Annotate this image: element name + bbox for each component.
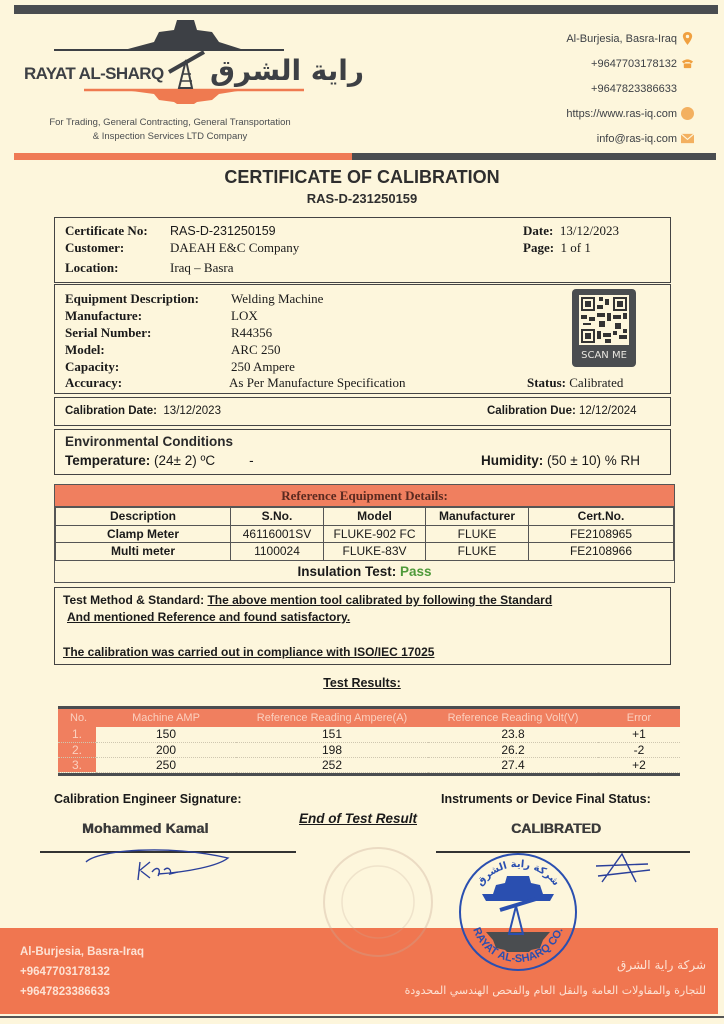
results-cell: -2 (598, 742, 680, 757)
reference-column-header: Model (324, 508, 426, 526)
status-label: Status: (527, 375, 567, 390)
engineer-signature-icon (78, 844, 238, 884)
status-row (527, 375, 623, 391)
certificate-no-label: Certificate No: (65, 223, 148, 238)
footer-phone-1: +9647703178132 (20, 966, 110, 978)
page-label: Page: (523, 240, 555, 255)
equipment-description-label: Equipment Description: (65, 291, 199, 306)
reference-cell: FLUKE-83V (324, 543, 426, 561)
reference-header-row (56, 508, 674, 526)
page-value: 1 of 1 (560, 240, 591, 255)
capacity-row (65, 359, 295, 375)
serial-value: R44356 (231, 325, 273, 340)
final-status-label: Instruments or Device Final Status: (441, 792, 651, 806)
contact-address (566, 26, 694, 51)
contact-address-text: Al-Burjesia, Basra-Iraq (566, 32, 677, 45)
method-text-2: And mentioned Reference and found satisfactory. (67, 610, 351, 624)
customer-value: DAEAH E&C Company (170, 240, 300, 255)
contact-website-text[interactable]: https://www.ras-iq.com (566, 107, 677, 120)
header-top-bar (14, 5, 718, 14)
results-cell: 252 (236, 757, 428, 772)
results-cell: 200 (96, 742, 236, 757)
results-row-number: 3. (58, 757, 96, 772)
email-icon (681, 132, 694, 145)
humidity-label: Humidity: (481, 453, 544, 468)
serial-row (65, 325, 272, 341)
results-cell: 27.4 (428, 757, 598, 772)
qr-caption: SCAN ME (581, 350, 627, 361)
reference-cell: Multi meter (56, 543, 231, 561)
certificate-no-value: RAS-D-231250159 (170, 224, 276, 238)
tagline-line-2: & Inspection Services LTD Company (92, 131, 248, 142)
date-value: 13/12/2023 (559, 223, 620, 238)
temperature-label: Temperature: (65, 453, 151, 468)
location-row (65, 260, 234, 276)
insulation-test-value: Pass (400, 563, 432, 579)
manufacture-row (65, 308, 258, 324)
results-header-row (58, 709, 680, 727)
calibration-dates-box (54, 397, 671, 426)
calibration-due-row (487, 405, 637, 417)
reference-column-header: Description (56, 508, 231, 526)
insulation-test-row (55, 561, 674, 582)
qr-code-icon (579, 295, 629, 345)
contact-phone-2-text[interactable]: +9647823386633 (591, 82, 677, 95)
results-row-number: 1. (58, 727, 96, 742)
header-divider-orange (14, 153, 352, 160)
calibration-date-label: Calibration Date: (65, 405, 158, 417)
reference-cell: 46116001SV (231, 525, 324, 543)
humidity-row (481, 453, 640, 468)
stamp-english-text: RAYAT AL-SHARQ CO. (470, 925, 566, 966)
results-cell: 23.8 (428, 727, 598, 742)
reference-equipment-table (54, 484, 675, 583)
results-row-number: 2. (58, 742, 96, 757)
compliance-text: The calibration was carried out in compliance with ISO/IEC 17025 (63, 645, 435, 659)
footer-bottom-line (0, 1016, 724, 1018)
location-value: Iraq – Basra (170, 260, 234, 275)
reference-column-header: S.No. (231, 508, 324, 526)
temperature-dash: - (249, 453, 254, 468)
certificate-code: RAS-D-231250159 (306, 191, 418, 206)
results-column-header: Machine AMP (96, 709, 236, 727)
customer-label: Customer: (65, 240, 125, 255)
accuracy-value: As Per Manufacture Specification (229, 375, 406, 390)
status-value: Calibrated (569, 375, 624, 390)
temperature-row (65, 453, 254, 468)
reference-cell: FLUKE-902 FC (324, 525, 426, 543)
insulation-test-label: Insulation Test: (297, 563, 397, 579)
results-column-header: Reference Reading Volt(V) (428, 709, 598, 727)
final-status-value: CALIBRATED (511, 820, 601, 836)
location-pin-icon (681, 32, 694, 45)
reference-row (56, 543, 674, 561)
model-value: ARC 250 (231, 342, 281, 357)
footer-contact (20, 942, 144, 1002)
temperature-value: (24± 2) ºC (154, 453, 216, 468)
final-status-signature-icon (592, 852, 654, 886)
company-name-en: RAYAT AL-SHARQ (24, 64, 164, 83)
reference-cell: 1100024 (231, 543, 324, 561)
certificate-info-box (54, 217, 671, 283)
reference-cell: FE2108966 (529, 543, 674, 561)
footer-arabic-line-1: شركة راية الشرق (617, 958, 706, 972)
method-label: Test Method & Standard: (63, 593, 205, 607)
contact-phone-2 (566, 76, 694, 101)
engineer-name: Mohammed Kamal (82, 820, 209, 836)
environment-title: Environmental Conditions (65, 434, 234, 449)
results-column-header: No. (58, 709, 96, 727)
contact-email-text[interactable]: info@ras-iq.com (596, 132, 677, 145)
location-label: Location: (65, 260, 119, 275)
manufacture-value: LOX (231, 308, 258, 323)
results-row (58, 727, 680, 742)
reference-cell: FE2108965 (529, 525, 674, 543)
results-cell: 198 (236, 742, 428, 757)
equipment-description-row (65, 291, 323, 307)
humidity-value: (50 ± 10) % RH (547, 453, 640, 468)
reference-cell: FLUKE (426, 543, 529, 561)
reference-cell: FLUKE (426, 525, 529, 543)
results-cell: 151 (236, 727, 428, 742)
date-label: Date: (523, 223, 554, 238)
globe-icon (681, 107, 694, 120)
calibration-date-value: 13/12/2023 (163, 405, 221, 417)
calibration-due-label: Calibration Due: (487, 405, 576, 417)
results-cell: 150 (96, 727, 236, 742)
footer-arabic-line-2: للتجارة والمقاولات العامة والنقل العام والفحص الهندسي المحدودة (404, 984, 706, 997)
test-results-title: Test Results: (323, 676, 401, 690)
certificate-no-row (65, 223, 276, 239)
model-label: Model: (65, 342, 105, 357)
contact-phone-1-text[interactable]: +9647703178132 (591, 57, 677, 70)
page-title: CERTIFICATE OF CALIBRATION (224, 167, 500, 187)
company-tagline (0, 116, 340, 144)
stamp-arabic-text: شركة راية الشرق (474, 858, 562, 889)
reference-cell: Clamp Meter (56, 525, 231, 543)
contact-info (566, 26, 694, 151)
reference-table (55, 507, 674, 561)
calibration-date-row (65, 405, 221, 417)
method-text-1: The above mention tool calibrated by following the Standard (207, 593, 553, 607)
accuracy-label: Accuracy: (65, 375, 123, 390)
capacity-value: 250 Ampere (231, 359, 295, 374)
embossed-seal-icon (318, 842, 438, 960)
results-cell: +1 (598, 727, 680, 742)
page-row (523, 240, 591, 256)
phone-icon (681, 57, 694, 70)
test-results-table (58, 706, 680, 776)
equipment-description-value: Welding Machine (231, 291, 324, 306)
manufacture-label: Manufacture: (65, 308, 143, 323)
model-row (65, 342, 280, 358)
contact-email (566, 126, 694, 151)
customer-row (65, 240, 299, 256)
results-cell: 26.2 (428, 742, 598, 757)
environment-box (54, 429, 671, 475)
tagline-line-1: For Trading, General Contracting, General Transportation (49, 117, 291, 128)
accuracy-row (65, 375, 406, 391)
header-divider-dark (352, 153, 716, 160)
company-stamp-icon (456, 852, 580, 974)
serial-label: Serial Number: (65, 325, 152, 340)
results-cell: 250 (96, 757, 236, 772)
date-row (523, 223, 619, 239)
test-method-box (54, 587, 671, 665)
results-column-header: Error (598, 709, 680, 727)
results-column-header: Reference Reading Ampere(A) (236, 709, 428, 727)
end-of-test-result: End of Test Result (299, 811, 418, 826)
reference-column-header: Cert.No. (529, 508, 674, 526)
qr-code[interactable] (572, 289, 636, 367)
engineer-signature-label: Calibration Engineer Signature: (54, 792, 242, 806)
footer-phone-2: +9647823386633 (20, 986, 110, 998)
company-logo (14, 16, 365, 104)
capacity-label: Capacity: (65, 359, 120, 374)
reference-column-header: Manufacturer (426, 508, 529, 526)
contact-phone-1 (566, 51, 694, 76)
reference-title: Reference Equipment Details: (55, 485, 674, 507)
results-row (58, 757, 680, 772)
results-table (58, 709, 680, 773)
results-row (58, 742, 680, 757)
footer-address: Al-Burjesia, Basra-Iraq (20, 946, 144, 958)
results-cell: +2 (598, 757, 680, 772)
equipment-box (54, 284, 671, 394)
reference-row (56, 525, 674, 543)
contact-website (566, 101, 694, 126)
calibration-due-value: 12/12/2024 (579, 405, 637, 417)
company-name-ar: راية الشرق (210, 54, 365, 87)
method-line-1 (63, 593, 552, 607)
